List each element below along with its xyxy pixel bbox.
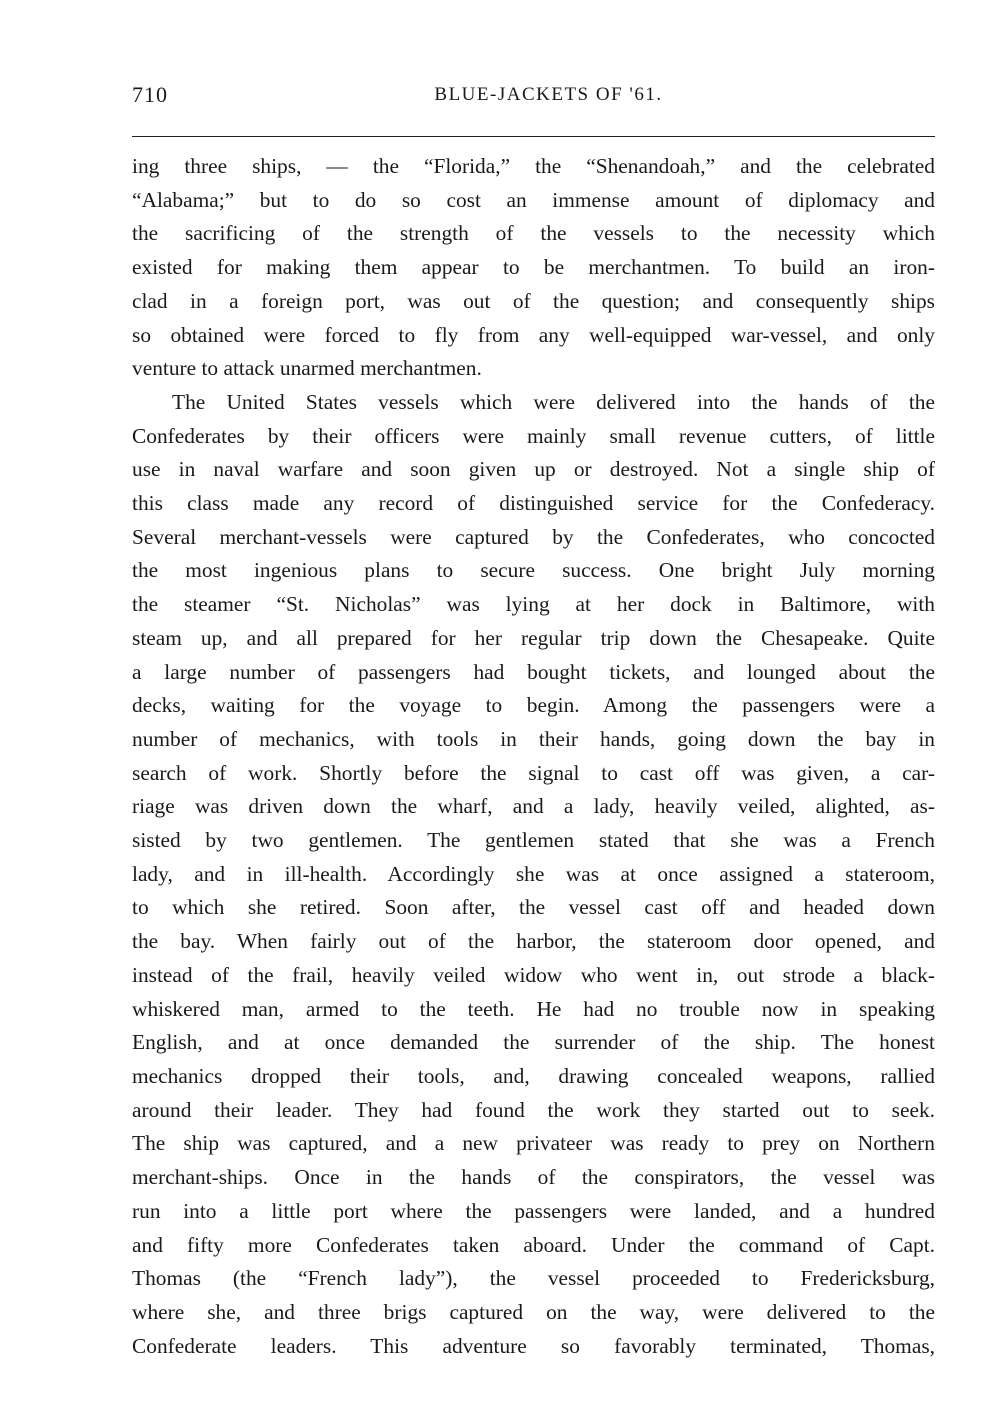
page-header [132, 78, 935, 122]
book-page [132, 78, 935, 1363]
header-rule [132, 136, 935, 137]
text-line: instead of the frail, heavily veiled widow who went in, out strode a black- [132, 962, 935, 987]
text-line: and fifty more Confederates taken aboard. Under the command of Capt. [132, 1232, 935, 1257]
text-line: existed for making them appear to be merchantmen. To build an iron- [132, 255, 935, 280]
text-line: the sacrificing of the strength of the vessels to the necessity which [132, 221, 935, 246]
text-line: the steamer “St. Nicholas” was lying at her dock in Baltimore, with [132, 592, 935, 617]
text-line: to which she retired. Soon after, the vessel cast off and headed down [132, 895, 935, 920]
text-line: number of mechanics, with tools in their hands, going down the bay in [132, 726, 935, 751]
running-title: BLUE-JACKETS OF '61. [434, 84, 663, 105]
text-line: “Alabama;” but to do so cost an immense amount of diplomacy and [132, 187, 935, 212]
text-line: Several merchant-vessels were captured by the Confederates, who concocted [132, 524, 935, 549]
text-line: a large number of passengers had bought tickets, and lounged about the [132, 659, 935, 684]
text-line: sisted by two gentlemen. The gentlemen stated that she was a French [132, 828, 935, 853]
text-line: merchant-ships. Once in the hands of the conspirators, the vessel was [132, 1165, 935, 1190]
text-line: venture to attack unarmed merchantmen. [132, 356, 482, 381]
paragraph-2 [132, 386, 935, 1363]
text-line: The ship was captured, and a new privateer was ready to prey on Northern [132, 1131, 935, 1156]
text-line: lady, and in ill-health. Accordingly she was at once assigned a stateroom, [132, 861, 935, 886]
text-line: use in naval warfare and soon given up or destroyed. Not a single ship of [132, 457, 935, 482]
text-line: the bay. When fairly out of the harbor, the stateroom door opened, and [132, 929, 935, 954]
text-line: English, and at once demanded the surrender of the ship. The honest [132, 1030, 935, 1055]
text-line: steam up, and all prepared for her regular trip down the Chesapeake. Quite [132, 625, 935, 650]
text-line: around their leader. They had found the work they started out to seek. [132, 1097, 935, 1122]
text-line: run into a little port where the passengers were landed, and a hundred [132, 1198, 935, 1223]
text-line: ing three ships, — the “Florida,” the “Shenandoah,” and the celebrated [132, 154, 935, 178]
text-line: Confederate leaders. This adventure so favorably terminated, Thomas, [132, 1333, 935, 1358]
text-line: clad in a foreign port, was out of the question; and consequently ships [132, 288, 935, 313]
text-line: so obtained were forced to fly from any well-equipped war-vessel, and only [132, 322, 935, 347]
text-line: The United States vessels which were delivered into the hands of the [172, 389, 935, 414]
paragraph-1 [132, 150, 935, 386]
text-line: this class made any record of distinguished service for the Confederacy. [132, 491, 935, 516]
text-line: mechanics dropped their tools, and, drawing concealed weapons, rallied [132, 1063, 935, 1088]
page-number: 710 [132, 82, 168, 107]
text-line: Thomas (the “French lady”), the vessel proceeded to Fredericksburg, [132, 1266, 935, 1291]
text-line: Confederates by their officers were mainly small revenue cutters, of little [132, 423, 935, 448]
text-line: riage was driven down the wharf, and a lady, heavily veiled, alighted, as- [132, 794, 935, 819]
text-line: where she, and three brigs captured on the way, were delivered to the [132, 1299, 935, 1324]
text-line: whiskered man, armed to the teeth. He had no trouble now in speaking [132, 996, 935, 1021]
text-line: search of work. Shortly before the signal to cast off was given, a car- [132, 760, 935, 785]
body-text [132, 150, 935, 1363]
text-line: decks, waiting for the voyage to begin. Among the passengers were a [132, 693, 935, 718]
text-line: the most ingenious plans to secure success. One bright July morning [132, 558, 935, 583]
